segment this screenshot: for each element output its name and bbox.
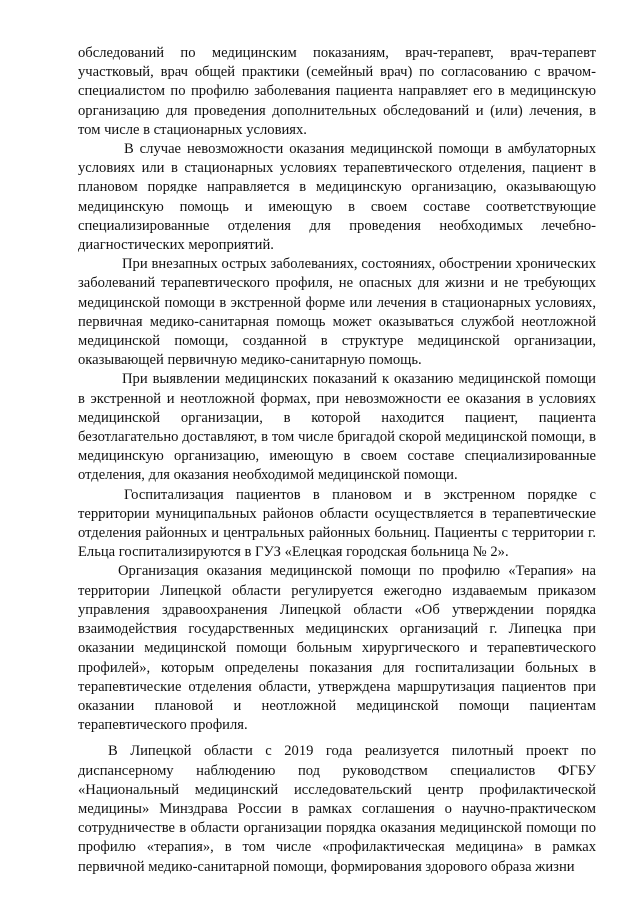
paragraph-4: При выявлении медицинских показаний к оказанию медицинской помощи в экстренной и неотложной формах, при невозможности ее оказания в условиях медицинской организации, в которой находится пациент, пациента безотлагательно доставляют, в том числе бригадой скорой медицинской помощи, в медицинскую организацию, имеющую в своем составе специализированные отделения, для оказания необходимой медицинской помощи. <box>78 371 596 484</box>
paragraph-7: В Липецкой области с 2019 года реализуется пилотный проект по диспансерному наблюдению под руководством специалистов ФГБУ «Национальный медицинский исследовательский центр профилактической медицины» Минздрава России в рамках соглашения о научно-практическом сотрудничестве в области организации порядка оказания медицинской помощи по профилю «терапия», в том числе «профилактическая медицина» в рамках первичной медико-санитарной помощи, формирования здорового образа жизни <box>78 743 596 875</box>
document-body <box>78 44 596 877</box>
paragraph-6: Организация оказания медицинской помощи по профилю «Терапия» на территории Липецкой области регулируется ежегодно издаваемым приказом управления здравоохранения Липецкой области «Об утверждении порядка взаимодействия государственных медицинских организаций г. Липецка при оказании медицинской помощи больным хирургического и терапевтического профилей», которым определены показания для госпитализации больных в терапевтические отделения области, утверждена маршрутизация пациентов при оказании плановой и неотложной медицинской помощи пациентам терапевтического профиля. <box>78 563 596 734</box>
paragraph-1: обследований по медицинским показаниям, врач-терапевт, врач-терапевт участковый, врач общей практики (семейный врач) по согласованию с врачом-специалистом по профилю заболевания пациента направляет его в медицинскую организацию для проведения дополнительных обследований и (или) лечения, в том числе в стационарных условиях. <box>78 45 596 138</box>
paragraph-2: В случае невозможности оказания медицинской помощи в амбулаторных условиях или в стационарных условиях терапевтического отделения, пациент в плановом порядке направляется в медицинскую организацию, оказывающую медицинскую помощь и имеющую в своем составе соответствующие специализированные отделения для проведения необходимых лечебно-диагностических мероприятий. <box>78 141 596 254</box>
paragraph-5: Госпитализация пациентов в плановом и в экстренном порядке с территории муниципальных районов области осуществляется в терапевтические отделения районных и центральных районных больниц. Пациенты с территории г. Ельца госпитализируются в ГУЗ «Елецкая городская больница № 2». <box>78 486 596 561</box>
paragraph-3: При внезапных острых заболеваниях, состояниях, обострении хронических заболеваний терапевтического профиля, не опасных для жизни и не требующих медицинской помощи в экстренной форме или лечения в стационарных условиях, первичная медико-санитарная помощь может оказываться службой неотложной медицинской помощи, созданной в структуре медицинской организации, оказывающей первичную медико-санитарную помощь. <box>78 256 596 369</box>
